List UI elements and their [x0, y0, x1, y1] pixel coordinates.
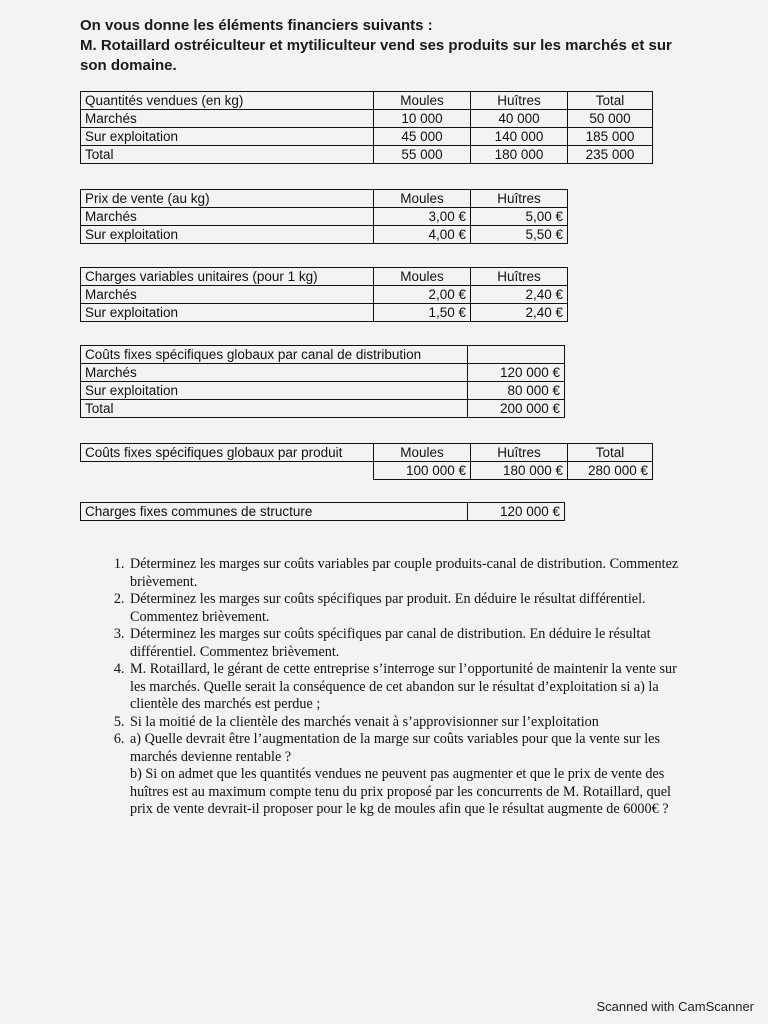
question-6b: b) Si on admet que les quantités vendues ne peuvent pas augmenter et que le prix de vente des huîtres est au maximum compte tenu du prix proposé par les concurrents de M. Rotaillard, quel prix de vente devrait-il proposer pour le kg de moules afin que le résultat augmente de 6000€ ?	[130, 766, 671, 817]
table-cell: 235 000	[568, 146, 653, 164]
question-item	[128, 731, 688, 819]
table-header-row	[81, 444, 653, 462]
table-row	[81, 110, 653, 128]
table-cell: Marchés	[81, 364, 468, 382]
table-header-cell: Moules	[374, 190, 471, 208]
table-row	[81, 286, 568, 304]
table-row	[81, 382, 565, 400]
table-cell: Sur exploitation	[81, 304, 374, 322]
table-cell: Marchés	[81, 286, 374, 304]
table-header-cell: Prix de vente (au kg)	[81, 190, 374, 208]
table-header-cell: Quantités vendues (en kg)	[81, 92, 374, 110]
table-cell: 5,00 €	[471, 208, 568, 226]
table-row	[81, 208, 568, 226]
question-item: 1. Déterminez les marges sur coûts variables par couple produits-canal de distribution. Commentez brièvement.	[128, 556, 688, 591]
intro-line-2: M. Rotaillard ostréiculteur et mytiliculteur vend ses produits sur les marchés et sur son domaine.	[80, 37, 672, 74]
table-cell: 2,40 €	[471, 304, 568, 322]
question-item: 4. M. Rotaillard, le gérant de cette entreprise s’interroge sur l’opportunité de maintenir la vente sur les marchés. Quelle serait la conséquence de cet abandon sur le résultat d’exploitation si a) la clientèle des marchés est perdue ;	[128, 661, 688, 714]
question-6a: a) Quelle devrait être l’augmentation de la marge sur coûts variables pour que la vente sur les marchés devienne rentable ?	[130, 731, 660, 765]
table-row	[81, 364, 565, 382]
table-header-row	[81, 268, 568, 286]
table-header-cell: Moules	[374, 268, 471, 286]
table-cell: Charges fixes communes de structure	[81, 503, 468, 521]
table-cell: 80 000 €	[468, 382, 565, 400]
table-cell: 4,00 €	[374, 226, 471, 244]
table-cell: 45 000	[374, 128, 471, 146]
table-cell: Total	[81, 400, 468, 418]
table-cell: 10 000	[374, 110, 471, 128]
question-item: 3. Déterminez les marges sur coûts spécifiques par canal de distribution. En déduire le résultat différentiel. Commentez brièvement.	[128, 626, 688, 661]
table-cell: 140 000	[471, 128, 568, 146]
table-cell: 280 000 €	[568, 462, 653, 480]
table-header-row	[81, 346, 565, 364]
table-cell: 55 000	[374, 146, 471, 164]
table-cell: 120 000 €	[468, 503, 565, 521]
table-cell: 200 000 €	[468, 400, 565, 418]
question-item: 5. Si la moitié de la clientèle des marchés venait à s’approvisionner sur l’exploitation	[128, 714, 688, 732]
table-header-cell: Moules	[374, 444, 471, 462]
questions-list	[100, 556, 688, 819]
table-cell	[81, 462, 374, 480]
table-cell: 40 000	[471, 110, 568, 128]
table-row	[81, 462, 653, 480]
table-header-row	[81, 190, 568, 208]
question-item: 2. Déterminez les marges sur coûts spécifiques par produit. En déduire le résultat différentiel. Commentez brièvement.	[128, 591, 688, 626]
fixed-costs-product-table	[80, 443, 653, 480]
table-cell: 185 000	[568, 128, 653, 146]
table-header-cell: Charges variables unitaires (pour 1 kg)	[81, 268, 374, 286]
table-cell: 5,50 €	[471, 226, 568, 244]
table-cell: 3,00 €	[374, 208, 471, 226]
table-header-cell	[468, 346, 565, 364]
table-header-cell: Huîtres	[471, 444, 568, 462]
table-cell: Total	[81, 146, 374, 164]
table-row	[81, 226, 568, 244]
table-cell: 180 000 €	[471, 462, 568, 480]
table-cell: 2,00 €	[374, 286, 471, 304]
quantities-table	[80, 91, 653, 164]
table-cell: 1,50 €	[374, 304, 471, 322]
table-row	[81, 400, 565, 418]
table-header-cell: Total	[568, 92, 653, 110]
table-header-cell: Huîtres	[471, 92, 568, 110]
intro-line-1: On vous donne les éléments financiers suivants :	[80, 17, 433, 34]
table-header-cell: Coûts fixes spécifiques globaux par produit	[81, 444, 374, 462]
intro-text	[80, 16, 680, 76]
table-header-cell: Total	[568, 444, 653, 462]
table-cell: 2,40 €	[471, 286, 568, 304]
table-cell: 100 000 €	[374, 462, 471, 480]
table-row	[81, 128, 653, 146]
common-fixed-costs-table	[80, 502, 565, 521]
table-cell: 120 000 €	[468, 364, 565, 382]
table-header-row	[81, 92, 653, 110]
scanner-watermark: Scanned with CamScanner	[596, 999, 754, 1014]
table-cell: 50 000	[568, 110, 653, 128]
table-row	[81, 146, 653, 164]
sale-price-table	[80, 189, 568, 244]
table-cell: Marchés	[81, 208, 374, 226]
fixed-costs-channel-table	[80, 345, 565, 418]
variable-costs-table	[80, 267, 568, 322]
table-cell: Marchés	[81, 110, 374, 128]
table-header-cell: Huîtres	[471, 268, 568, 286]
table-cell: Sur exploitation	[81, 128, 374, 146]
table-row	[81, 304, 568, 322]
table-header-cell: Coûts fixes spécifiques globaux par canal de distribution	[81, 346, 468, 364]
table-header-cell: Moules	[374, 92, 471, 110]
table-cell: Sur exploitation	[81, 382, 468, 400]
table-header-cell: Huîtres	[471, 190, 568, 208]
table-cell: Sur exploitation	[81, 226, 374, 244]
table-cell: 180 000	[471, 146, 568, 164]
table-row	[81, 503, 565, 521]
